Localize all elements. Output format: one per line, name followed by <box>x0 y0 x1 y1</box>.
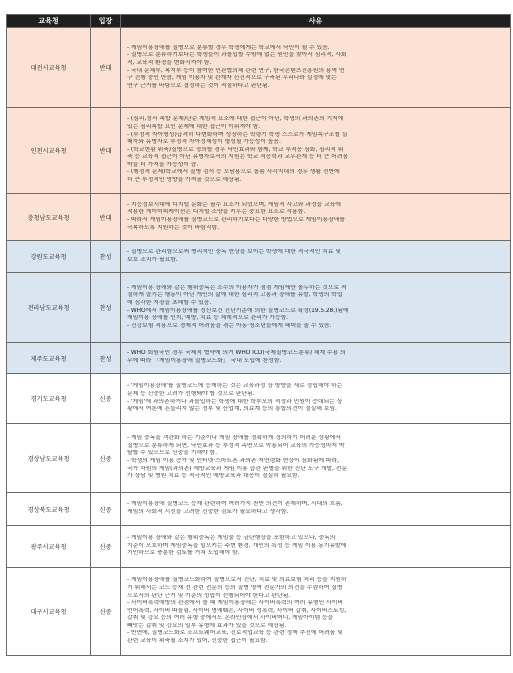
reason-line: 절하게 즐기는 행동이 아닌 개인의 삶에 대한 심리적 고통과 장애를 유발, 학생의 학업 <box>127 292 343 299</box>
table-row <box>7 568 511 656</box>
reason-line: - 게임이용 장애와 같은 행위중독은 소수의 이용자가 점점 게임에만 몰두하는 것으로 적 <box>127 284 347 291</box>
stance-cell: 신중 <box>91 424 121 493</box>
reason-line: - '게임'에 과의존하거나 과몰입하는 학생에 대한 학부모의 적정과 민원이 증대되는 상 <box>127 398 343 405</box>
office-cell: 경상남도교육청 <box>7 424 91 493</box>
stance-cell: 찬성 <box>91 241 121 273</box>
reason-cell <box>121 343 511 374</box>
table-row <box>7 28 511 108</box>
stance-cell: 반대 <box>91 108 121 194</box>
reason-line: 적, 교육적 환경을 변화시켜야 함. <box>127 59 212 66</box>
reason-line: 으로서의 판단 근거 및 기준의 성립이 선행되어야 한다고 판단됨. <box>127 592 291 599</box>
reason-line: 있는 심리복합 요인 문제에 대한 접근이 이뤄져야 함. <box>127 123 261 130</box>
reason-line: - 게임이용장애를 질병코드화하여 질병으로서 진단, 치료 및 의료보험 처리 등을 지원하 <box>127 577 347 584</box>
office-cell: 경상북도교육청 <box>7 493 91 526</box>
reason-line: 적용한 게이미피케이션은 디지털 소양을 키우는 중요한 요소로 작용함. <box>127 209 306 216</box>
reason-line: - WHO 회원국인 경우 국제적 협약에 의거 WHO ICD(국제질병코드분류) 체계 수용 의 <box>127 350 346 357</box>
reason-line: 패자와 유병자로 부정적 자아정체성이 형성될 가능성이 높음. <box>127 139 281 146</box>
header-reason: 사유 <box>121 15 511 28</box>
stance-cell: 반대 <box>91 28 121 108</box>
office-cell: 제주도교육청 <box>7 343 91 374</box>
reason-line: 보호 조치가 필요함. <box>127 256 178 263</box>
reason-line: 질병으로 분류하게 되면, 낙인효과 등 부정적 측면으로 악용되어 교육의 가능성마저 박 <box>127 442 345 449</box>
reason-cell <box>121 28 511 108</box>
office-cell: 인천시교육청 <box>7 108 91 194</box>
header-office: 교육청 <box>7 15 91 28</box>
reason-line: 박을 더 가져올 가능성이 큼. <box>127 161 199 168</box>
stance-cell: 신중 <box>91 568 121 656</box>
reason-line: 게임의 사회적 시선을 고려한 신중한 검토가 필요하다고 생각함. <box>127 509 289 515</box>
reason-line: 문제 등 신중한 고려가 선행돼야 할 것으로 판단됨. <box>127 390 255 397</box>
table-row <box>7 526 511 568</box>
stance-table <box>6 14 511 656</box>
stance-cell: 신중 <box>91 526 121 568</box>
reason-line: - WHO에서 게임이용장애를 정신보건 진단기준에 의한 질병코드로 확정(19.5.28.)됨에 <box>127 307 349 314</box>
reason-line: 더 큰 부정적인 영향을 가져올 것으로 예상됨. <box>127 177 242 184</box>
reason-line: - 질병으로 분류하기보다는 학생들이 과몰입할 수밖에 없는 원인을 찾아서 심리적, 사회 <box>127 52 347 59</box>
table-row <box>7 273 511 343</box>
stance-cell: 찬성 <box>91 343 121 374</box>
reason-line: - 질병으로 관리함으로써 병리적인 중독 현상을 보이는 학생에 대한 적극적인 치료 및 <box>127 248 341 255</box>
table-row <box>7 374 511 424</box>
table-row <box>7 424 511 493</box>
office-cell: 경기도교육청 <box>7 374 91 424</box>
office-cell: 전라남도교육청 <box>7 273 91 343</box>
table-header-row <box>7 15 511 28</box>
reason-line: 무에 따라 「게임이용장애 질병코드화」 국내 도입에 찬성함. <box>127 358 282 364</box>
reason-cell <box>121 194 511 241</box>
table-body <box>7 28 511 656</box>
reason-line: 에 심각한 지장을 초래할 수 있음. <box>127 299 212 306</box>
reason-line: 기 위해서는 코드 등재 전 관련 전문의 등의 질병 영역 전문가의 의견을 수렴하여 질병 <box>127 584 343 591</box>
reason-cell <box>121 374 511 424</box>
reason-line: - 건강보험 적용으로 경제적 어려움을 겪는 아동·청소년들에게 혜택을 줄 수 있음. <box>127 322 332 329</box>
reason-line: - (행정적 문제)학교에서 질병 검석 등 오남용으로 돌봄 사각지대의 경우 생활 전반에 <box>127 169 340 176</box>
office-cell: 대전시교육청 <box>7 28 91 108</box>
reason-line: 관련 교육이 위축될 소지가 있어, 신중한 접근이 필요함. <box>127 638 268 645</box>
stance-cell: 신중 <box>91 493 121 526</box>
reason-line: - 국내 문체부, 복지부 등이 참여한 민관협의체 관련 연구, 한국콘텐츠진흥원의 용역 연 <box>127 67 345 74</box>
reason-line: - 학생의 게임 이용 증가 및 인터넷·스마트폰 과의존 저연령화 현상이 심화됨에 따라, <box>127 458 339 464</box>
reason-cell <box>121 108 511 194</box>
reason-cell <box>121 568 511 656</box>
reason-line: 탈할 수 있으므로 신중을 기해야 함. <box>127 450 217 457</box>
reason-line: - 게임 중독을 객관화 하는 기준이나 게임 장애를 정확하게 정의하기 어려운 상황에서 <box>127 435 341 442</box>
reason-line: - 게임이용장애를 질병으로 분류할 경우 학생에게는 학교에서 낙인이 될 수 있음. <box>127 44 330 51</box>
reason-line: - 게임이용 장애와 같은 행위중독은 게임물 등 금단행상을 포함하고 있으나, 중독의 <box>127 535 336 542</box>
reason-line: 극복하도록 지원하는 것이 바람직함. <box>127 224 219 231</box>
reason-line: 연구 근거를 바탕으로 결정하는 것이 적절하다고 판단됨. <box>127 82 270 89</box>
reason-line: - (학교현황 위축)질병으로 정의할 경우 낙인효과와 함께, 학교 부적응 심화, 심리적 위 <box>127 146 344 153</box>
reason-line: 기준이 모호하며 게임중독을 일으키는 주변 환경, 개인의 특성 등 게임 이용 동기유발에 <box>127 542 347 549</box>
stance-cell: 신중 <box>91 374 121 424</box>
reason-cell <box>121 273 511 343</box>
reason-line: 축 등 교육적 접근이 아닌 유병자로서의 지원은 학교 적응력과 교우관계 등 더 큰 어려움 <box>127 154 349 161</box>
reason-line: 국가 차원의 게임(과의존) 예방교육과 게임 이용 습관 판별을 위한 진단 도구 개발, 전문 <box>127 465 347 472</box>
reason-line: 게임이용 장애를 인지, 예방, 치료 등 체계적으로 관리가 가능함. <box>127 315 289 322</box>
reason-line: - 반면에, 질병코드화로 소프트웨어교육, 진로적업교육 등 관련 정책 추진에 어려움 및 <box>127 630 343 637</box>
reason-line: 기인하므로 충분한 검토를 거쳐 도입해야 함. <box>127 550 240 557</box>
stance-cell: 찬성 <box>91 273 121 343</box>
reason-cell <box>121 493 511 526</box>
office-cell: 충청남도교육청 <box>7 194 91 241</box>
office-cell: 강원도교육청 <box>7 241 91 273</box>
reason-line: 가 상담 및 병원 치료 등 적극적인 예방교육과 대응이 절실히 필요함. <box>127 473 300 480</box>
stance-cell: 반대 <box>91 194 121 241</box>
reason-line: 구 진행 중인 만큼, 게임 이용자 및 관계자 신진적으로 구축된 우리나라 실정에 맞는 <box>127 75 337 82</box>
table-row <box>7 241 511 273</box>
reason-line: - (부정적 자아형성)급격히 다변화하며 성장하는 학령기 학생 스스로가 게임속구조철 실 <box>127 131 348 138</box>
reason-line: - 지능정보시대에 디지털 문화는 필수 요소가 되었으며, 게임적 사고와 과정을 교육에 <box>127 201 341 208</box>
reason-cell <box>121 424 511 493</box>
header-stance: 입장 <box>91 15 121 28</box>
table-row <box>7 493 511 526</box>
reason-line: 황에서 여론에 흔들리지 않는 정부 및 산업계, 의료계 등의 통합의견이 절실해 보임. <box>127 406 337 413</box>
reason-line: - 게임이용장애 질병코드 등재 관련하여 여러가지 찬반 의견이 존재하며, 시대의 흐름, <box>127 501 343 508</box>
reason-line: 언어폭력, 사이버 따돌림, 사이버 명예훼손, 사이버 성폭력, 사이버 갈취, 사이버스토킹, <box>127 607 347 614</box>
office-cell: 광주시교육청 <box>7 526 91 568</box>
reason-line: - 사이버폭력예방의 관점에서 볼 때 게임이용장애는 사이버폭력의 여러 유형인 사이버 <box>127 600 343 607</box>
reason-cell <box>121 241 511 273</box>
table-row <box>7 108 511 194</box>
reason-line: 갈취 및 강요 등의 여러 유형 중에서도 온라인상에서 사이버머니, 게임아이템 등을 <box>127 615 334 622</box>
reason-line: 빼앗는 갈취 및 강요의 일부 유형에 효과가 있을 것으로 예상됨. <box>127 622 287 629</box>
reason-line: - (심리,정서 복합 문제)단순 게임적 요소에 대한 접근이 아닌, 학생의 과의존의 기저에 <box>127 116 344 123</box>
table-row <box>7 194 511 241</box>
office-cell: 대구시교육청 <box>7 568 91 656</box>
reason-line: - 따라서 게임이용장애를 질병코드로 관리하기보다는 다양한 방법으로 게임이용장애를 <box>127 217 345 223</box>
reason-cell <box>121 526 511 568</box>
table-row <box>7 343 511 374</box>
reason-line: - '게임이용장애'를 질병코드에 등재하는 것은 교육과정 상 방향을 새로 정립해야 하는 <box>127 383 343 390</box>
